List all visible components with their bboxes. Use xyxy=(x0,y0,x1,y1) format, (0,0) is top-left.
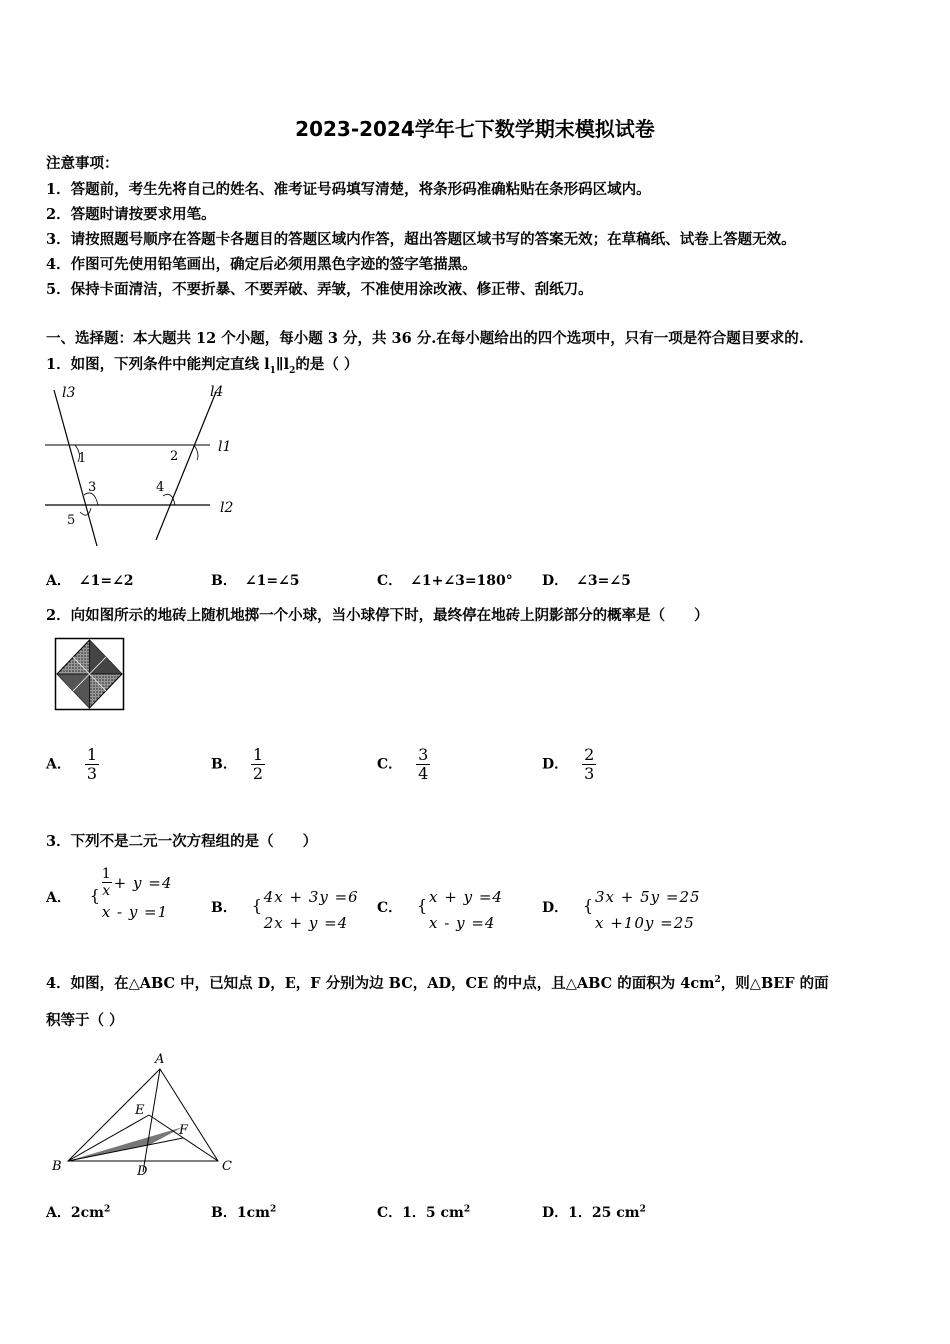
q3-option-b[interactable] xyxy=(211,884,359,936)
q4-stem-pre: 4．如图，在△ABC 中，已知点 D，E，F 分别为边 BC，AD，CE 的中点，且△ABC 的面积为 4cm xyxy=(46,975,715,992)
question-2-stem: 2．向如图所示的地砖上随机地掷一个小球，当小球停下时，最终停在地砖上阴影部分的概率是（ ） xyxy=(46,607,709,624)
q4-option-d[interactable] xyxy=(542,1202,646,1222)
q1-option-a[interactable] xyxy=(46,570,134,590)
q2-c-den: 4 xyxy=(418,764,429,783)
q2-d-num: 2 xyxy=(584,745,595,764)
line-l3 xyxy=(54,390,97,546)
q2-option-c-fraction xyxy=(416,746,430,783)
q4-option-b-letter: B． xyxy=(211,1205,237,1221)
q3-option-a-system xyxy=(89,866,173,925)
q2-tile-figure xyxy=(54,637,126,712)
q3-d-eq1: 3x + 5y =25 xyxy=(595,888,701,906)
q2-option-c-letter: C． xyxy=(377,756,403,773)
label-c: C xyxy=(222,1159,232,1174)
q4-option-c-text: 1．5 cm xyxy=(402,1205,464,1221)
segment-be xyxy=(68,1115,149,1161)
q3-a-eq1 xyxy=(102,866,173,899)
q2-option-b[interactable] xyxy=(211,746,265,783)
q2-option-b-letter: B． xyxy=(211,756,237,773)
notice-item-4: 4．作图可先使用铅笔画出，确定后必须用黑色字迹的签字笔描黑。 xyxy=(46,256,477,273)
q2-b-den: 2 xyxy=(252,764,264,783)
angle-5-arc xyxy=(80,508,91,515)
q2-c-num: 3 xyxy=(418,745,429,764)
q4-stem-post: ，则△BEF 的面 xyxy=(720,975,829,992)
q3-a-eq2: x - y =1 xyxy=(101,903,169,921)
q4-option-d-text: 1．25 cm xyxy=(568,1205,640,1221)
q3-a-fraction xyxy=(102,866,112,899)
label-angle-3: 3 xyxy=(88,480,97,495)
label-angle-5: 5 xyxy=(67,513,76,528)
q3-option-b-letter: B． xyxy=(211,900,237,916)
q1-option-b-text: ∠1=∠5 xyxy=(244,573,300,589)
q1-figure xyxy=(40,378,240,550)
q1-option-b-letter: B． xyxy=(211,573,237,589)
q4-option-b[interactable] xyxy=(211,1202,276,1222)
q1-option-a-text: ∠1=∠2 xyxy=(78,573,134,589)
q3-option-d-system xyxy=(583,884,701,936)
q3-option-c[interactable] xyxy=(377,884,503,936)
q4-option-a-sup: 2 xyxy=(103,1204,111,1215)
q1-option-c[interactable] xyxy=(377,570,513,590)
label-l2: l2 xyxy=(220,500,234,516)
q2-a-den: 3 xyxy=(86,764,98,783)
q3-a-eq1-rest: + y =4 xyxy=(113,873,173,892)
q1-option-a-letter: A． xyxy=(46,573,71,589)
label-angle-2: 2 xyxy=(170,449,179,464)
q3-b-eq1: 4x + 3y =6 xyxy=(263,888,359,906)
q3-option-b-system xyxy=(251,884,359,936)
q2-a-num: 1 xyxy=(86,745,98,764)
q2-option-d[interactable] xyxy=(542,746,596,783)
q1-option-d[interactable] xyxy=(542,570,631,590)
q1-option-d-letter: D． xyxy=(542,573,569,589)
label-angle-4: 4 xyxy=(156,480,165,495)
q3-a-brace: { xyxy=(89,886,100,905)
q1-stem-mid: ∥l xyxy=(275,356,290,373)
q4-stem-sup: 2 xyxy=(714,975,721,986)
q3-option-a-letter: A． xyxy=(46,889,71,906)
q1-stem-post: 的是（ ） xyxy=(295,356,359,373)
q2-b-num: 1 xyxy=(252,745,264,764)
q4-option-a-text: 2cm xyxy=(70,1205,104,1221)
label-l3: l3 xyxy=(62,385,76,401)
q1-option-b[interactable] xyxy=(211,570,300,590)
q3-c-brace: { xyxy=(417,896,428,915)
label-angle-1: 1 xyxy=(78,451,87,466)
label-l4: l4 xyxy=(210,384,224,400)
label-f: F xyxy=(179,1123,189,1138)
q2-option-a-letter: A． xyxy=(46,756,71,773)
notice-item-2: 2．答题时请按要求用笔。 xyxy=(46,206,216,223)
question-3-stem: 3．下列不是二元一次方程组的是（ ） xyxy=(46,833,318,850)
q2-option-a-fraction xyxy=(85,746,99,783)
q3-option-d-letter: D． xyxy=(542,900,569,916)
q3-a-frac-num: 1 xyxy=(101,866,112,882)
label-a: A xyxy=(155,1052,165,1067)
label-l1: l1 xyxy=(218,439,232,455)
q3-b-eq2: 2x + y =4 xyxy=(263,914,349,932)
q3-d-brace: { xyxy=(583,896,594,915)
q3-d-eq2: x +10y =25 xyxy=(595,914,695,932)
q1-option-c-text: ∠1+∠3=180° xyxy=(410,573,513,589)
q2-option-d-fraction xyxy=(582,746,596,783)
notice-item-5: 5．保持卡面清洁，不要折暴、不要弄破、弄皱，不准使用涂改液、修正带、刮纸刀。 xyxy=(46,281,593,298)
q4-triangle-figure xyxy=(46,1048,246,1183)
q3-a-frac-den: x xyxy=(102,883,112,899)
q4-option-b-sup: 2 xyxy=(269,1204,277,1215)
q2-option-d-letter: D． xyxy=(542,756,569,773)
q4-option-c-letter: C． xyxy=(377,1205,403,1221)
q4-option-a-letter: A． xyxy=(46,1205,71,1221)
q4-option-c[interactable] xyxy=(377,1202,470,1222)
notice-heading: 注意事项： xyxy=(46,155,119,172)
q3-option-c-system xyxy=(417,884,503,936)
label-d: D xyxy=(137,1164,148,1179)
page-title: 2023-2024学年七下数学期末模拟试卷 xyxy=(295,117,655,141)
q4-option-d-letter: D． xyxy=(542,1205,569,1221)
label-b: B xyxy=(52,1159,62,1174)
line-l4 xyxy=(156,392,216,540)
angle-2-arc xyxy=(194,445,198,460)
q1-stem-pre: 1．如图，下列条件中能判定直线 l xyxy=(46,356,270,373)
section-heading: 一、选择题：本大题共 12 个小题，每小题 3 分，共 36 分.在每小题给出的四个选项中，只有一项是符合题目要求的. xyxy=(46,330,804,347)
q1-sub1: 1 xyxy=(269,365,276,376)
question-1-stem xyxy=(46,353,358,376)
q3-option-c-letter: C． xyxy=(377,900,403,916)
q4-option-b-text: 1cm xyxy=(236,1205,270,1221)
q3-c-eq1: x + y =4 xyxy=(429,888,503,906)
q2-option-a[interactable] xyxy=(46,746,99,783)
label-e: E xyxy=(135,1103,145,1118)
segment-bf xyxy=(68,1138,183,1161)
q4-option-d-sup: 2 xyxy=(639,1204,646,1215)
q3-option-a[interactable] xyxy=(46,866,172,925)
q1-option-d-text: ∠3=∠5 xyxy=(576,573,631,589)
q3-option-d[interactable] xyxy=(542,884,701,936)
angle-4-arc xyxy=(163,494,175,505)
q4-option-c-sup: 2 xyxy=(463,1204,471,1215)
q3-c-eq2: x - y =4 xyxy=(429,914,496,932)
q3-b-brace: { xyxy=(251,896,262,915)
notice-item-1: 1．答题前，考生先将自己的姓名、准考证号码填写清楚，将条形码准确粘贴在条形码区域内。 xyxy=(46,181,651,198)
q1-sub2: 2 xyxy=(289,365,296,376)
question-4-stem-line1 xyxy=(46,972,829,993)
q2-option-c[interactable] xyxy=(377,746,430,783)
q4-option-a[interactable] xyxy=(46,1202,110,1222)
q2-option-b-fraction xyxy=(251,746,265,783)
q1-option-c-letter: C． xyxy=(377,573,403,589)
question-4-stem-line2: 积等于（ ） xyxy=(46,1012,124,1029)
notice-item-3: 3．请按照题号顺序在答题卡各题目的答题区域内作答，超出答题区域书写的答案无效；在草稿纸、试卷上答题无效。 xyxy=(46,231,796,248)
q2-d-den: 3 xyxy=(584,764,595,783)
